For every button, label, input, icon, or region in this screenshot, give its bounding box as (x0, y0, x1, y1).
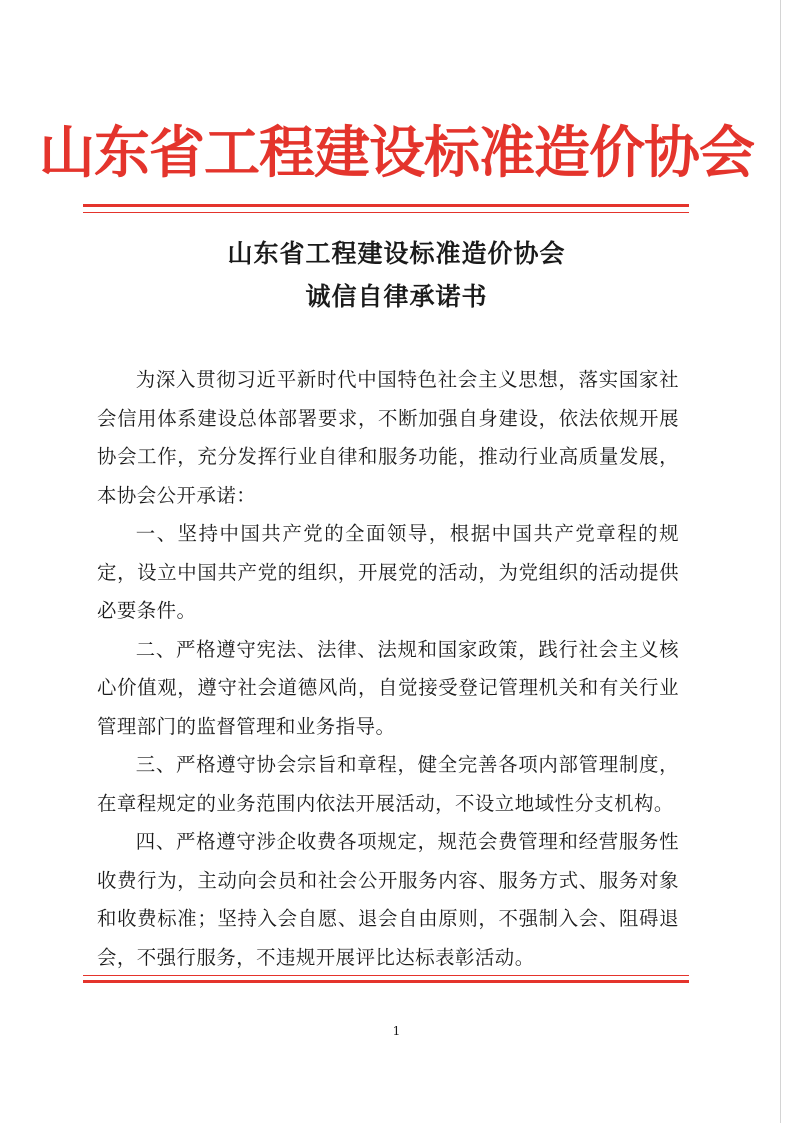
paragraph-item-2: 二、严格遵守宪法、法律、法规和国家政策，践行社会主义核心价值观，遵守社会道德风尚，自觉接受登记管理机关和有关行业管理部门的监督管理和业务指导。 (97, 637, 679, 738)
masthead-rule-thin (83, 212, 689, 213)
paragraph-item-1: 一、坚持中国共产党的全面领导，根据中国共产党章程的规定，设立中国共产党的组织，开展党的活动，为党组织的活动提供必要条件。 (97, 522, 679, 622)
footer-rule-thick (83, 980, 689, 983)
document-title-line2: 诚信自律承诺书 (305, 282, 488, 311)
paragraph-item-4: 四、严格遵守涉企收费各项规定，规范会费管理和经营服务性收费行为，主动向会员和社会公开服务内容、服务方式、服务对象和收费标准；坚持入会自愿、退会自由原则，不强制入会、阻碍退会，不强行服务，不违规开展评比达标表彰活动。 (97, 830, 679, 969)
document-title-line1: 山东省工程建设标准造价协会 (227, 239, 566, 268)
page-number: 1 (392, 1024, 401, 1038)
footer-rule-thin (83, 975, 689, 976)
masthead-title: 山东省工程建设标准造价协会 (39, 120, 754, 186)
paragraph-item-3: 三、严格遵守协会宗旨和章程，健全完善各项内部管理制度，在章程规定的业务范围内依法开展活动，不设立地域性分支机构。 (97, 753, 679, 815)
document-body (97, 361, 679, 977)
paragraph-intro: 为深入贯彻习近平新时代中国特色社会主义思想，落实国家社会信用体系建设总体部署要求，不断加强自身建设，依法依规开展协会工作，充分发挥行业自律和服务功能，推动行业高质量发展，本协会公开承诺： (97, 368, 679, 507)
masthead-rule-thick (83, 204, 689, 207)
